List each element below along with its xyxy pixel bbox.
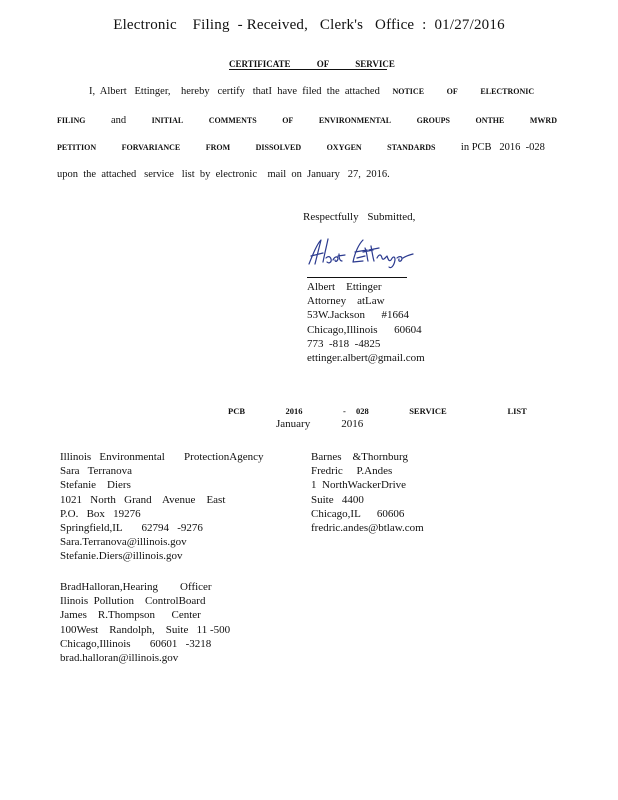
contact-barnes-thornburg — [311, 450, 424, 535]
contact-line: Suite 4400 — [311, 493, 364, 506]
certificate-title: CERTIFICATE OF SERVICE — [229, 59, 395, 69]
caps-environmental: ENVIRONMENTAL — [318, 116, 392, 125]
attorney-name: Albert Ettinger — [307, 281, 382, 293]
contact-line: Stefanie Diers — [60, 479, 131, 492]
case-number: in PCB 2016 -028 — [460, 142, 545, 153]
service-list-title: PCB 2016 - 028 SERVICE LIST — [228, 406, 527, 416]
caps-comments: COMMENTS — [208, 116, 257, 125]
contact-line: Sara Terranova — [60, 465, 133, 478]
contact-line: Illinois Environmental ProtectionAgency — [60, 451, 264, 463]
caps-oxygen: OXYGEN — [326, 143, 362, 152]
caps-onthe: ONTHE — [475, 116, 505, 125]
signature-image — [305, 234, 415, 272]
caps-petition: PETITION — [57, 143, 97, 152]
word-and: and — [110, 115, 127, 126]
contact-email: Stefanie.Diers@illinois.gov — [60, 550, 183, 563]
contact-line: P.O. Box 19276 — [60, 507, 141, 520]
attorney-block — [307, 280, 425, 365]
caps-mwrd: MWRD — [529, 116, 557, 125]
attorney-phone: 773 -818 -4825 — [307, 337, 381, 350]
service-list-date: January 2016 — [276, 418, 364, 430]
handwritten-signature — [305, 234, 415, 277]
signature-line — [307, 277, 407, 278]
contact-hearing-officer — [60, 580, 230, 665]
attorney-address: 53W.Jackson #1664 — [307, 309, 409, 322]
contact-iepa — [60, 450, 263, 564]
caps-from: FROM — [205, 143, 231, 152]
caps-filing: FILING — [57, 116, 86, 125]
caps-groups: GROUPS — [416, 116, 450, 125]
certificate-line-1-text: I, Albert Ettinger, hereby certify thatI have filed the attached — [89, 86, 380, 97]
contact-line: Chicago,IL 60606 — [311, 507, 405, 520]
certificate-line-1 — [89, 86, 534, 97]
attorney-email: ettinger.albert@gmail.com — [307, 352, 425, 365]
caps-dissolved: DISSOLVED — [255, 143, 302, 152]
caps-notice: NOTICE — [392, 87, 425, 96]
contact-line: Fredric P.Andes — [311, 465, 393, 478]
contact-line: Ilinois Pollution ControlBoard — [60, 595, 206, 608]
contact-line: Springfield,IL 62794 -9276 — [60, 522, 203, 535]
caps-electronic: ELECTRONIC — [480, 87, 535, 96]
header-text: Electronic Filing - Received, Clerk's Office : 01/27/2016 — [113, 17, 505, 33]
attorney-city: Chicago,Illinois 60604 — [307, 323, 422, 336]
contact-line: Barnes &Thornburg — [311, 451, 408, 463]
contact-line: 1021 North Grand Avenue East — [60, 493, 226, 506]
caps-of-2: OF — [282, 116, 294, 125]
caps-initial: INITIAL — [151, 116, 184, 125]
attorney-title: Attorney atLaw — [307, 295, 385, 308]
contact-email: fredric.andes@btlaw.com — [311, 522, 424, 535]
closing-respectfully: Respectfully Submitted, — [303, 211, 416, 223]
caps-standards: STANDARDS — [387, 143, 436, 152]
caps-forvariance: FORVARIANCE — [121, 143, 181, 152]
caps-of: OF — [446, 87, 458, 96]
contact-line: BradHalloran,Hearing Officer — [60, 581, 212, 593]
certificate-line-3 — [57, 142, 545, 153]
contact-line: 100West Randolph, Suite 11 -500 — [60, 623, 231, 636]
certificate-line-2 — [57, 115, 557, 126]
contact-line: Chicago,Illinois 60601 -3218 — [60, 637, 212, 650]
contact-email: brad.halloran@illinois.gov — [60, 652, 179, 665]
certificate-line-4: upon the attached service list by electronic mail on January 27, 2016. — [57, 169, 390, 180]
filing-stamp-header — [0, 17, 618, 34]
contact-line: James R.Thompson Center — [60, 609, 201, 622]
contact-line: 1 NorthWackerDrive — [311, 479, 407, 492]
contact-email: Sara.Terranova@illinois.gov — [60, 536, 187, 549]
